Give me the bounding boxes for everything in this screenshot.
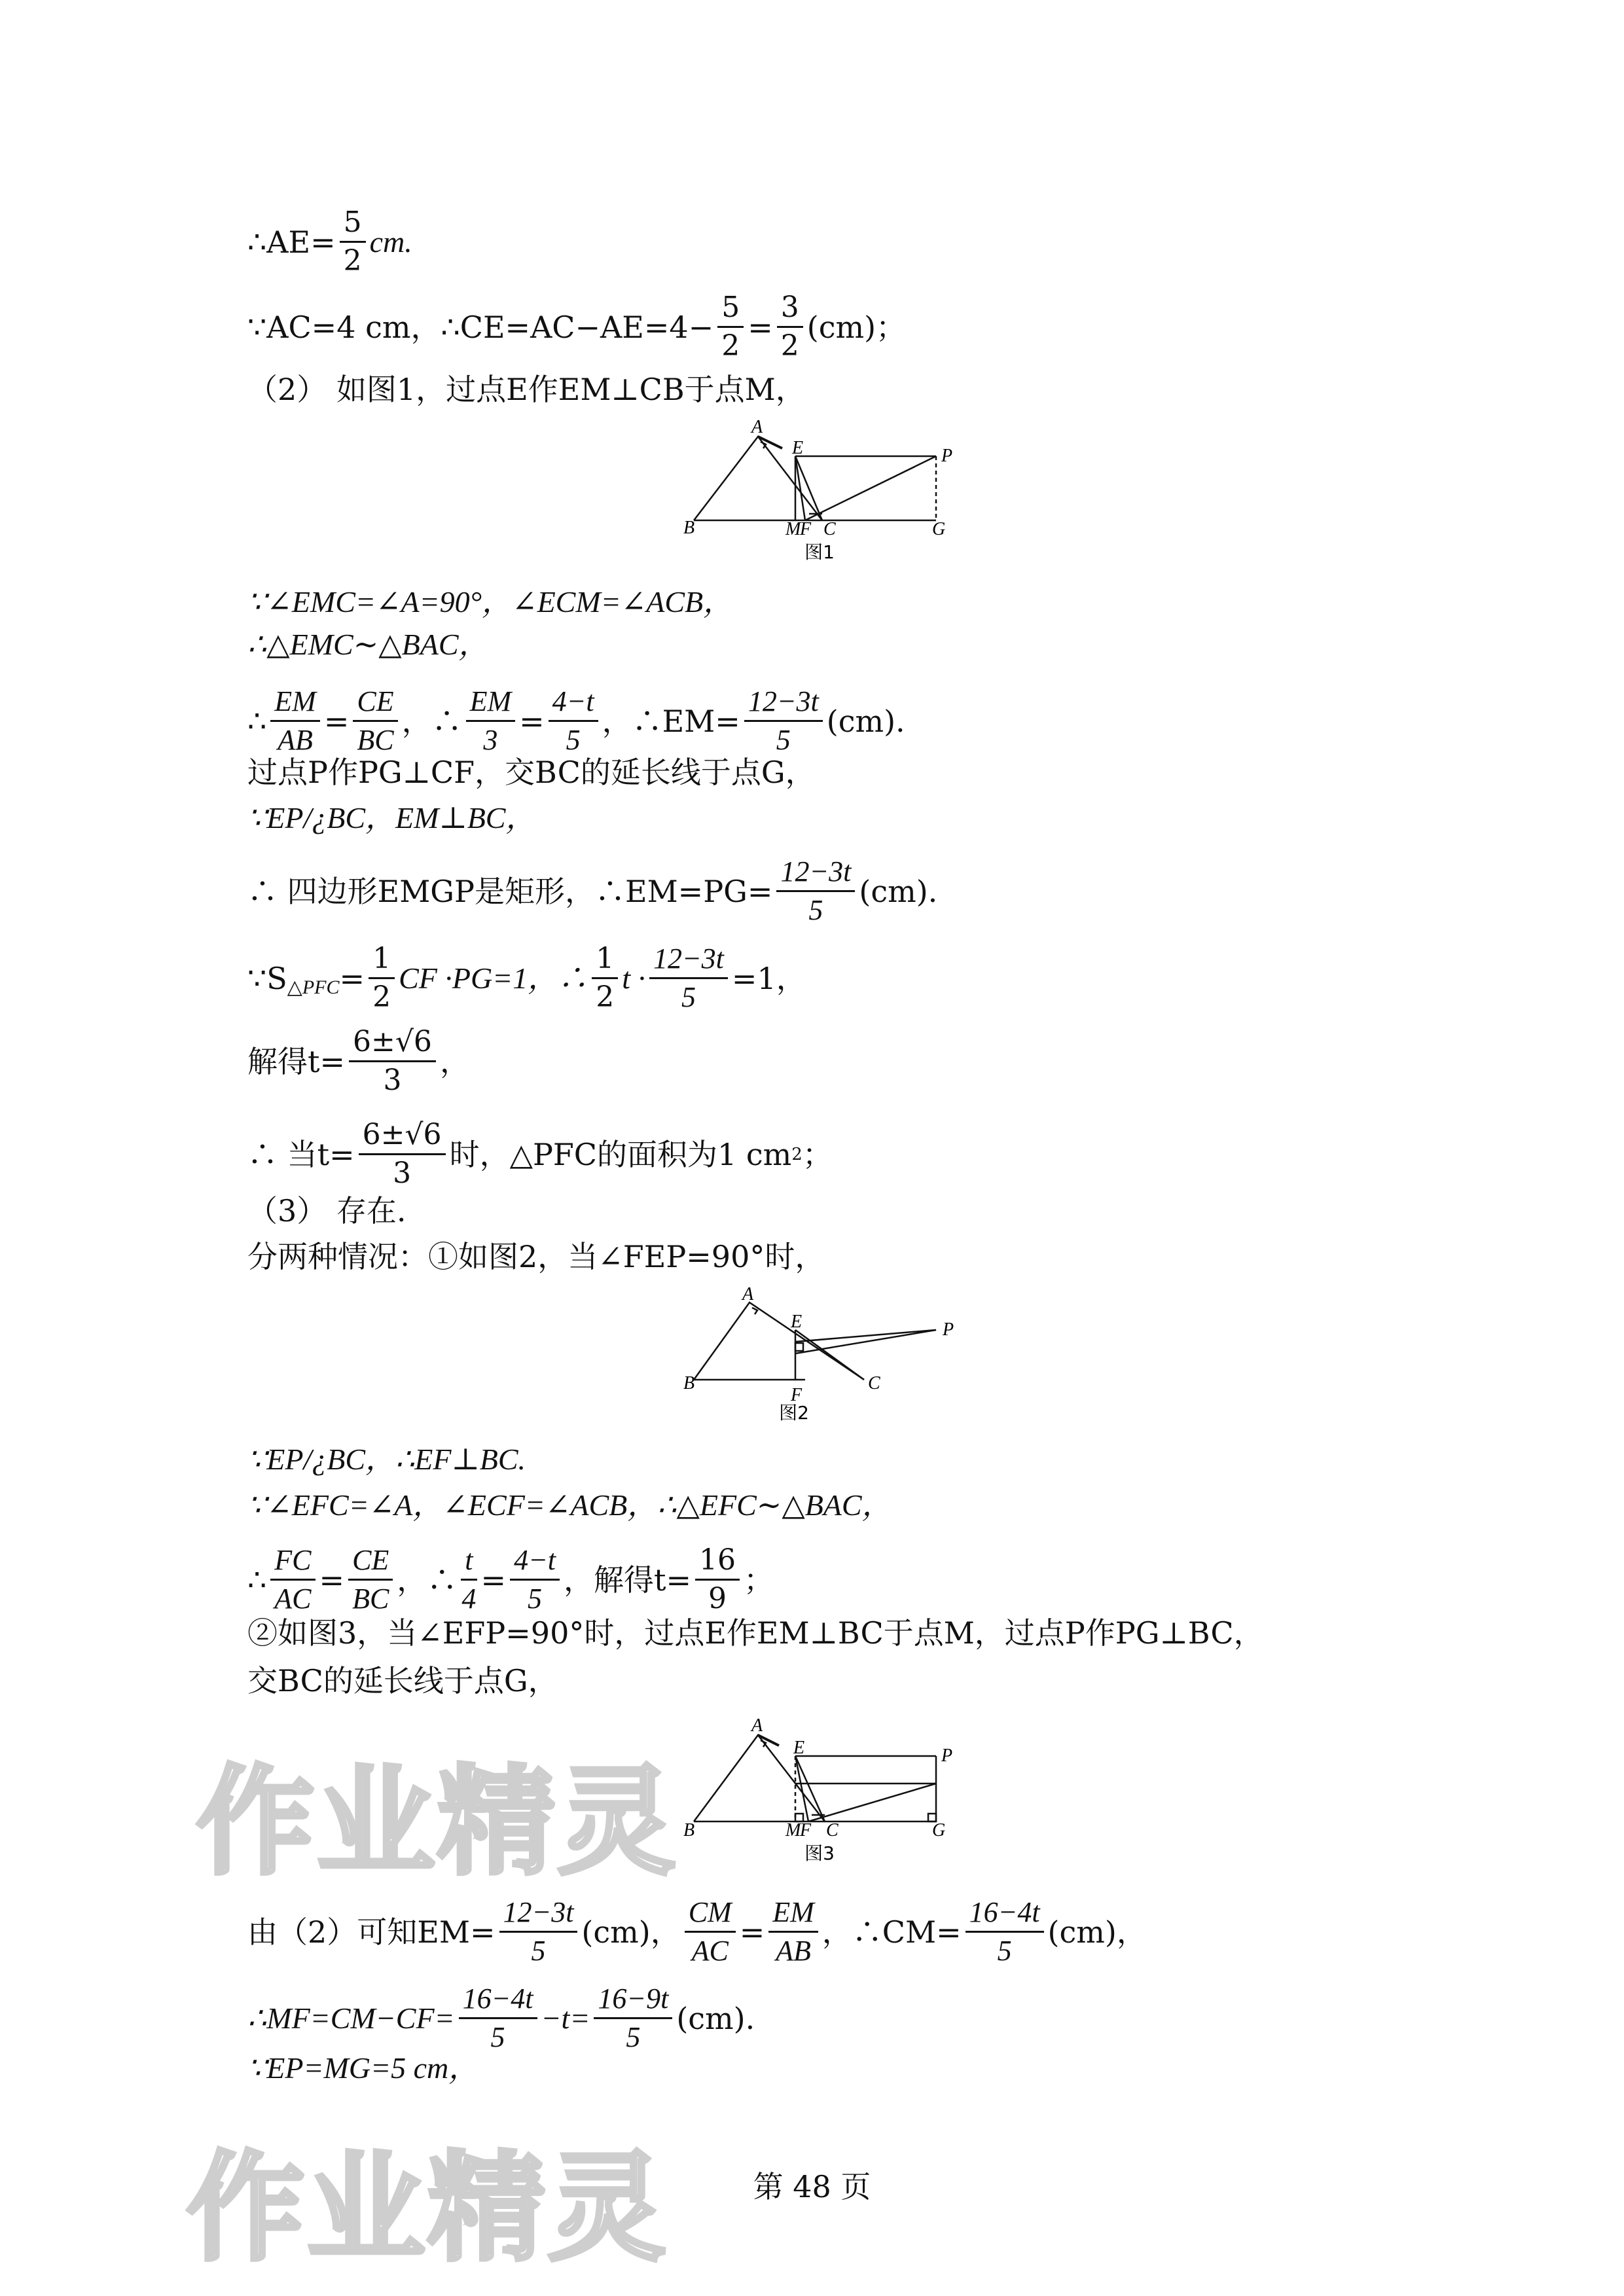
label-G: G xyxy=(932,519,946,539)
solution-line xyxy=(247,625,489,664)
solution-line xyxy=(247,687,905,755)
label-E: E xyxy=(791,1312,803,1332)
text: ∵EP/¿BC，∴EF⊥BC. xyxy=(247,1443,526,1476)
label-A: A xyxy=(742,1284,754,1304)
solution-line xyxy=(247,370,806,409)
numerator: 5 xyxy=(717,293,744,328)
numerator: 1 xyxy=(369,944,395,979)
solution-line xyxy=(247,798,535,838)
fraction xyxy=(776,857,855,925)
solution-line xyxy=(247,1486,892,1525)
numerator: 12−3t xyxy=(776,857,855,892)
label-F: F xyxy=(800,519,812,539)
text: cm. xyxy=(369,224,412,259)
numerator: 16−9t xyxy=(594,1984,672,2019)
denominator: 9 xyxy=(708,1582,727,1615)
denominator: 3 xyxy=(393,1157,412,1190)
denominator: BC xyxy=(357,724,394,756)
denominator: 5 xyxy=(531,1935,546,1967)
numerator: 4−t xyxy=(510,1546,560,1581)
numerator: CE xyxy=(353,687,397,722)
solution-line xyxy=(247,1661,558,1700)
fraction xyxy=(594,1984,672,2052)
numerator: t xyxy=(461,1546,477,1581)
fraction xyxy=(768,1898,818,1965)
solution-line xyxy=(247,1543,774,1615)
text: (cm). xyxy=(826,703,905,739)
text: ∴ 四边形EMGP是矩形，∴EM=PG= xyxy=(247,873,773,909)
text: (cm)， xyxy=(581,1914,681,1950)
denominator: 5 xyxy=(528,1583,543,1615)
text: ∴AE= xyxy=(247,224,336,260)
fraction xyxy=(270,687,320,755)
numerator: 5 xyxy=(340,208,366,243)
text: 交BC的延长线于点G， xyxy=(247,1663,558,1698)
label-P: P xyxy=(943,1319,954,1340)
fraction xyxy=(777,293,803,361)
figure-3 xyxy=(674,1712,975,1869)
denominator: AC xyxy=(274,1583,312,1615)
numerator: CM xyxy=(685,1898,736,1933)
label-P: P xyxy=(941,446,953,466)
fraction xyxy=(695,1543,740,1615)
fraction xyxy=(270,1546,315,1613)
text: ； xyxy=(744,1562,774,1598)
label-M: M xyxy=(785,519,801,539)
denominator: 2 xyxy=(780,329,799,363)
solution-line xyxy=(247,1440,526,1479)
figure-2 xyxy=(674,1283,975,1427)
fraction xyxy=(466,687,516,755)
text: ，∴ xyxy=(397,1562,458,1598)
label-A: A xyxy=(751,1715,763,1736)
solution-line xyxy=(247,1898,1147,1965)
text: （3） 存在. xyxy=(247,1193,406,1229)
fraction xyxy=(349,1025,436,1097)
fraction xyxy=(461,1546,477,1613)
text: ， xyxy=(439,1043,470,1079)
fraction xyxy=(965,1898,1044,1965)
solution-line xyxy=(247,944,806,1012)
solution-line xyxy=(247,857,937,925)
fraction xyxy=(685,1898,736,1965)
text: ∴MF=CM−CF= xyxy=(247,2001,455,2035)
fraction xyxy=(592,944,618,1012)
solution-line xyxy=(247,2049,478,2088)
text: ∵AC=4 cm，∴CE=AC−AE=4− xyxy=(247,309,714,345)
fraction xyxy=(549,687,598,755)
fraction xyxy=(369,944,395,1012)
text: ，∴ xyxy=(401,703,462,739)
label-E: E xyxy=(793,1738,805,1758)
text: = xyxy=(519,703,545,739)
denominator: 3 xyxy=(483,724,498,756)
page-number: 第 48 页 xyxy=(753,2169,871,2204)
text: ∴ 当t= xyxy=(247,1136,355,1172)
text: ∵EP=MG=5 cm， xyxy=(247,2051,479,2085)
fraction xyxy=(510,1546,560,1613)
figure-caption: 图1 xyxy=(804,541,835,563)
numerator: 12−3t xyxy=(499,1898,578,1933)
text: −t= xyxy=(541,2001,590,2035)
superscript: 2 xyxy=(791,1144,803,1164)
denominator: 2 xyxy=(596,980,615,1014)
fraction xyxy=(649,944,728,1012)
numerator: 3 xyxy=(777,293,803,328)
text: (cm). xyxy=(859,873,938,909)
label-B: B xyxy=(683,1373,695,1393)
denominator: 5 xyxy=(776,724,791,756)
solution-line xyxy=(247,1025,470,1097)
text: = xyxy=(339,960,365,996)
text: （2） 如图1，过点E作EM⊥CB于点M， xyxy=(247,372,806,407)
watermark: 作业精灵 xyxy=(187,2140,669,2277)
text: ∴△EMC∼△BAC， xyxy=(247,628,489,661)
text: CF ·PG=1，∴ xyxy=(399,961,588,995)
text: = xyxy=(480,1562,507,1598)
denominator: 4 xyxy=(461,1583,477,1615)
text: ∵S xyxy=(247,960,287,996)
label-C: C xyxy=(823,519,836,539)
numerator: 16 xyxy=(695,1546,740,1581)
fraction xyxy=(348,1546,393,1613)
denominator: 2 xyxy=(372,980,391,1014)
solution-line xyxy=(247,753,816,792)
text: ∴ xyxy=(247,703,267,739)
solution-line xyxy=(247,1237,825,1276)
denominator: 5 xyxy=(808,894,823,926)
solution-line xyxy=(247,1984,755,2052)
numerator: 6±√6 xyxy=(349,1028,436,1062)
watermark: 作业精灵 xyxy=(196,1754,679,1891)
solution-line xyxy=(247,1191,406,1230)
label-E: E xyxy=(792,438,804,458)
denominator: 5 xyxy=(566,724,581,756)
text: ∵∠EMC=∠A=90°，∠ECM=∠ACB， xyxy=(247,585,734,619)
numerator: 12−3t xyxy=(649,944,728,979)
denominator: AB xyxy=(278,724,313,756)
label-B: B xyxy=(683,518,695,538)
fraction xyxy=(459,1984,537,2052)
denominator: AC xyxy=(691,1935,729,1967)
numerator: FC xyxy=(270,1546,315,1581)
text: = xyxy=(739,1914,765,1950)
text: ∴ xyxy=(247,1562,267,1598)
text: = xyxy=(319,1562,345,1598)
text: ，∴EM= xyxy=(602,703,740,739)
numerator: 12−3t xyxy=(744,687,823,722)
label-M: M xyxy=(785,1820,801,1840)
numerator: 6±√6 xyxy=(359,1121,446,1155)
label-G: G xyxy=(932,1820,946,1840)
text: (cm)； xyxy=(806,309,907,345)
solution-line xyxy=(247,1613,1264,1653)
figure-caption: 图2 xyxy=(779,1402,809,1424)
numerator: EM xyxy=(270,687,320,722)
denominator: 5 xyxy=(490,2021,505,2053)
text: ； xyxy=(802,1136,833,1172)
denominator: 5 xyxy=(997,1935,1012,1967)
label-A: A xyxy=(751,417,763,437)
text: (cm). xyxy=(676,2000,755,2036)
denominator: BC xyxy=(352,1583,389,1615)
numerator: 4−t xyxy=(549,687,598,722)
solution-line xyxy=(247,1118,833,1190)
denominator: 5 xyxy=(626,2021,641,2053)
label-B: B xyxy=(683,1820,695,1840)
fraction xyxy=(499,1898,578,1965)
text: 解得t= xyxy=(247,1043,346,1079)
denominator: 3 xyxy=(383,1064,402,1097)
fraction xyxy=(359,1118,446,1190)
text: ，∴CM= xyxy=(821,1914,962,1950)
label-F: F xyxy=(800,1820,812,1840)
label-F: F xyxy=(791,1385,803,1405)
denominator: 2 xyxy=(343,244,362,278)
solution-line xyxy=(247,208,412,276)
text: 分两种情况：①如图2，当∠FEP=90°时， xyxy=(247,1239,825,1274)
text: 时，△PFC的面积为1 cm xyxy=(449,1136,792,1172)
fraction xyxy=(717,293,744,361)
denominator: 2 xyxy=(721,329,740,363)
text: (cm)， xyxy=(1047,1914,1147,1950)
label-P: P xyxy=(941,1746,953,1766)
subscript: △PFC xyxy=(287,976,340,998)
numerator: 16−4t xyxy=(965,1898,1044,1933)
text: t · xyxy=(622,961,645,995)
text: ∵∠EFC=∠A，∠ECF=∠ACB，∴△EFC∼△BAC， xyxy=(247,1488,892,1522)
text: ∵EP/¿BC，EM⊥BC， xyxy=(247,801,536,834)
fraction xyxy=(353,687,397,755)
text: ②如图3，当∠EFP=90°时，过点E作EM⊥BC于点M，过点P作PG⊥BC， xyxy=(247,1615,1264,1651)
text: 由（2）可知EM= xyxy=(247,1914,496,1950)
fraction xyxy=(340,208,366,276)
numerator: 16−4t xyxy=(459,1984,537,2019)
numerator: EM xyxy=(466,687,516,722)
figure-caption: 图3 xyxy=(804,1842,835,1864)
text: =1， xyxy=(731,960,806,996)
numerator: CE xyxy=(348,1546,393,1581)
numerator: 1 xyxy=(592,944,618,979)
solution-line xyxy=(247,293,906,361)
text: = xyxy=(748,309,773,345)
label-C: C xyxy=(868,1373,880,1393)
text: 过点P作PG⊥CF，交BC的延长线于点G， xyxy=(247,755,816,790)
denominator: 5 xyxy=(681,981,696,1013)
text: = xyxy=(323,703,350,739)
denominator: AB xyxy=(776,1935,811,1967)
figure-1 xyxy=(681,416,982,573)
label-C: C xyxy=(826,1820,839,1840)
text: ，解得t= xyxy=(564,1562,692,1598)
numerator: EM xyxy=(768,1898,818,1933)
fraction xyxy=(744,687,823,755)
solution-line xyxy=(247,583,733,622)
